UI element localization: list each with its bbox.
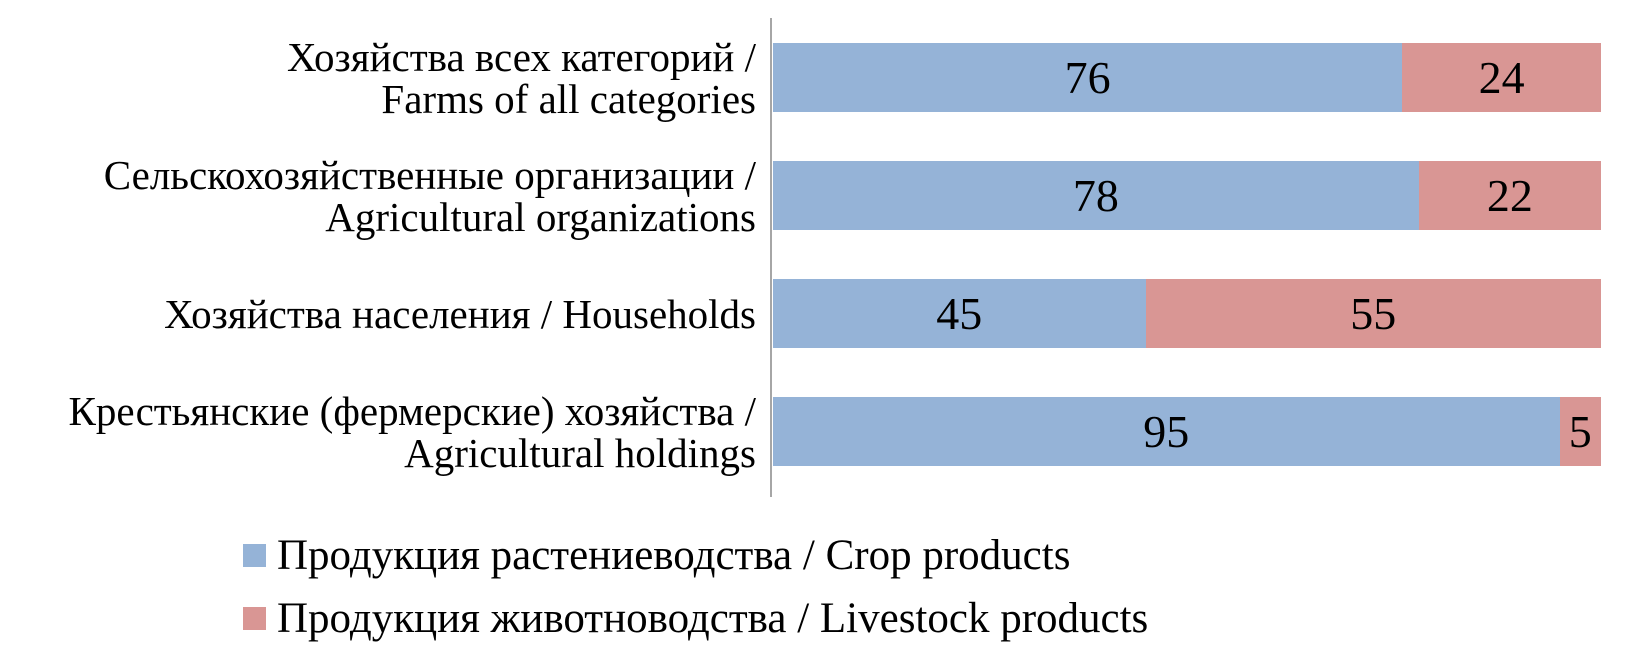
- livestock-products-segment: [1419, 161, 1601, 230]
- value-label: 78: [1072, 169, 1119, 221]
- value-label: 55: [1350, 287, 1397, 339]
- legend-swatch-icon: [243, 607, 266, 630]
- legend-item: [243, 524, 1148, 587]
- category-label: [0, 279, 756, 348]
- crop-products-segment: [773, 279, 1146, 348]
- livestock-products-segment: [1402, 43, 1601, 112]
- bar-row: [0, 387, 1629, 476]
- legend-item: [243, 587, 1148, 650]
- value-label: 24: [1478, 51, 1525, 103]
- legend-swatch-icon: [243, 544, 266, 567]
- category-label-line: Хозяйства всех категорий /: [287, 33, 756, 80]
- category-label-line: Хозяйства населения / Households: [164, 290, 756, 337]
- category-label: [0, 33, 756, 122]
- crop-products-segment: [773, 161, 1419, 230]
- value-label: 45: [936, 287, 983, 339]
- category-label-line: Сельскохозяйственные организации /: [103, 151, 756, 198]
- crop-products-segment: [773, 43, 1402, 112]
- category-label-line: Farms of all categories: [381, 75, 756, 122]
- value-label: 95: [1143, 405, 1190, 457]
- stacked-bar: [773, 43, 1601, 112]
- livestock-products-segment: [1146, 279, 1601, 348]
- value-label: 5: [1568, 405, 1592, 457]
- category-label-line: Agricultural holdings: [404, 429, 756, 476]
- bar-row: [0, 279, 1629, 348]
- bar-row: [0, 33, 1629, 122]
- legend-label: Продукция растениеводства / Crop products: [277, 532, 1071, 579]
- category-label-line: Agricultural organizations: [325, 193, 756, 240]
- value-label: 22: [1486, 169, 1533, 221]
- category-label: [0, 151, 756, 240]
- livestock-products-segment: [1560, 397, 1601, 466]
- legend: [243, 524, 1148, 650]
- stacked-bar: [773, 397, 1601, 466]
- value-label: 76: [1064, 51, 1111, 103]
- category-label: [0, 387, 756, 476]
- bar-row: [0, 151, 1629, 240]
- stacked-bar: [773, 279, 1601, 348]
- crop-products-segment: [773, 397, 1560, 466]
- category-label-line: Крестьянские (фермерские) хозяйства /: [68, 387, 756, 434]
- stacked-bar: [773, 161, 1601, 230]
- legend-label: Продукция животноводства / Livestock products: [277, 595, 1149, 642]
